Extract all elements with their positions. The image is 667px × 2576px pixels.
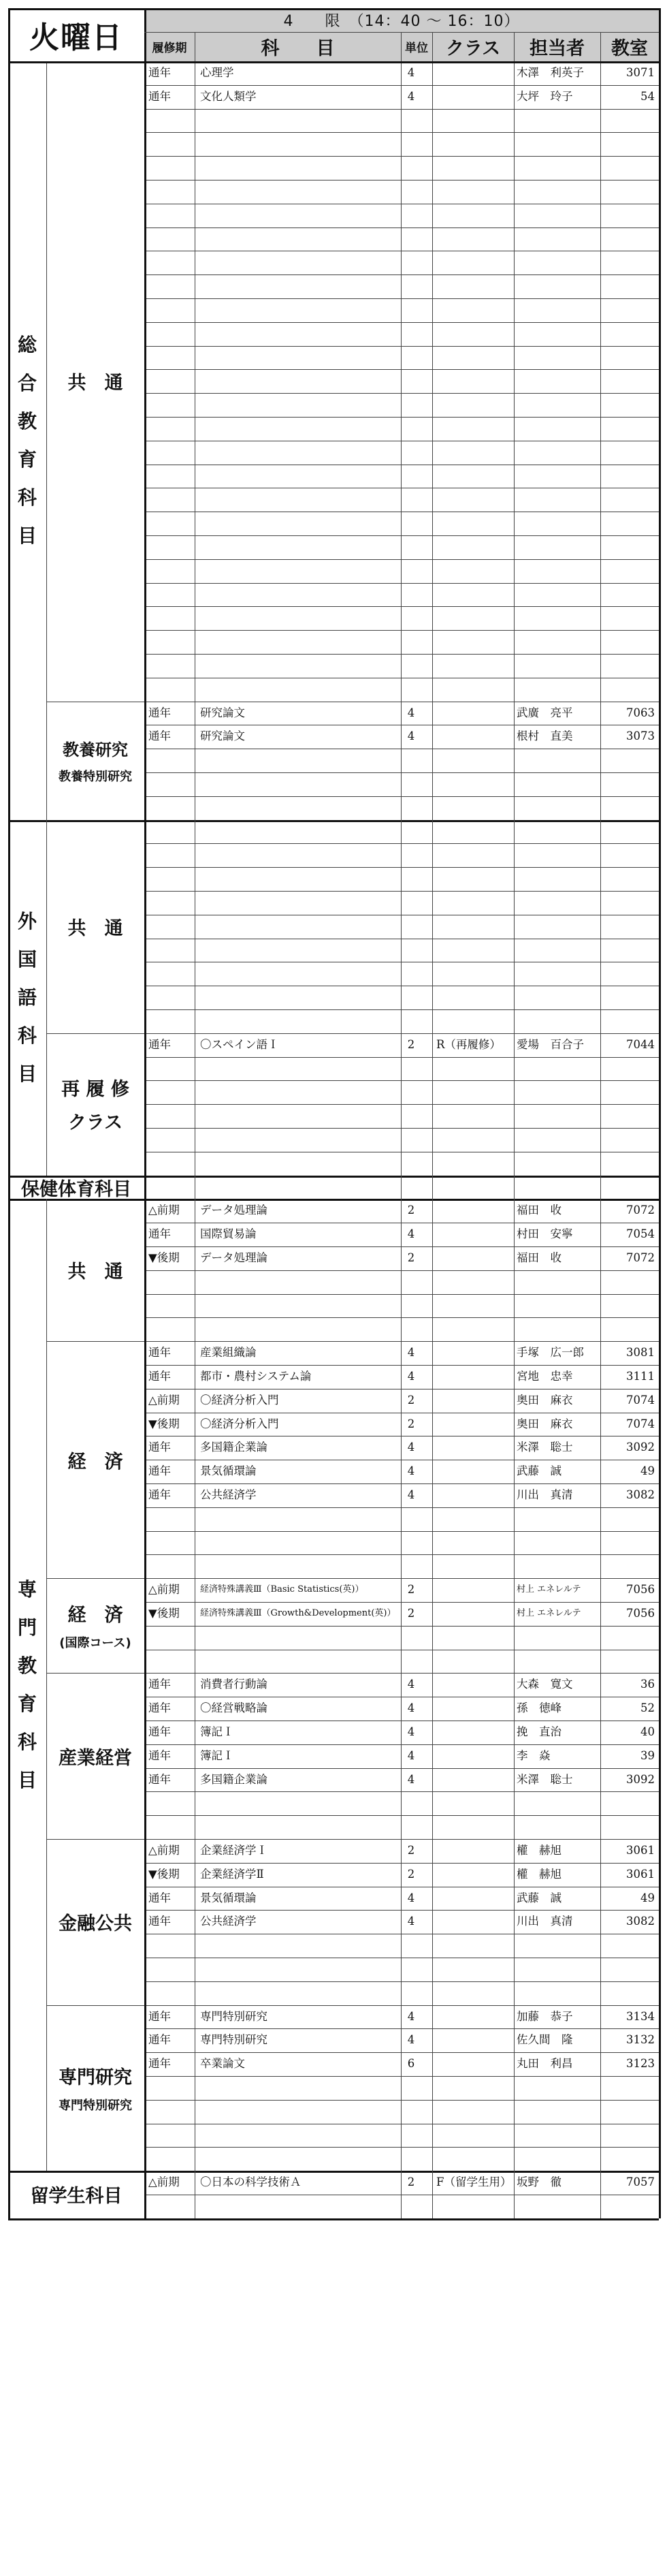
- subject-cell: 企業経済学Ⅱ: [200, 1867, 264, 1881]
- class-cell: [436, 1768, 513, 1791]
- credits-cell: 4: [407, 729, 415, 743]
- subsection-label-line: 教養研究: [63, 740, 128, 760]
- intl_students-section-title: 留学生科目: [30, 2186, 123, 2208]
- section-label-divider: [46, 820, 47, 1176]
- teacher-cell: 奥田 麻衣: [517, 1417, 573, 1430]
- health-section-title: 保健体育科目: [21, 1178, 131, 1200]
- term-cell: 通年: [148, 1701, 171, 1715]
- term-cell: 通年: [148, 1725, 171, 1738]
- class-cell: [436, 2028, 513, 2052]
- frame-top: [8, 8, 659, 10]
- class-cell: [436, 1223, 513, 1246]
- term-cell: 通年: [148, 1037, 171, 1051]
- term-cell: 通年: [148, 1346, 171, 1360]
- term-cell: 通年: [148, 729, 171, 743]
- spec_research-subsection-label: [46, 2005, 144, 2171]
- teacher-cell: 李 焱: [517, 1748, 551, 1762]
- class-cell: [436, 1910, 513, 1933]
- class-cell: [436, 702, 513, 725]
- credits-cell: 4: [407, 1725, 415, 1738]
- subject-cell: 景気循環論: [200, 1464, 257, 1478]
- subject-cell: 専門特別研究: [200, 2009, 267, 2023]
- subject-cell: 公共経済学: [200, 1915, 257, 1928]
- room-cell: 3132: [626, 2033, 655, 2047]
- row-divider: [144, 322, 659, 323]
- foreign_retake-subsection-label: [46, 1033, 144, 1176]
- credits-cell: 4: [407, 2009, 415, 2023]
- row-divider: [144, 1981, 659, 1982]
- class-cell: [436, 1365, 513, 1388]
- room-cell: 7044: [626, 1037, 655, 1051]
- credits-cell: 4: [407, 1464, 415, 1478]
- row-divider: [144, 369, 659, 370]
- term-cell: 通年: [148, 2057, 171, 2071]
- class-cell: [436, 725, 513, 748]
- general_liberal-subsection-label: [46, 702, 144, 820]
- section-title-char: 国: [17, 947, 37, 971]
- credits-cell: 4: [407, 66, 415, 79]
- credits-cell: 4: [407, 1915, 415, 1928]
- row-divider: [144, 1057, 659, 1058]
- room-cell: 7056: [626, 1583, 655, 1597]
- row-divider: [144, 346, 659, 347]
- row-divider: [144, 535, 659, 536]
- subject-cell: データ処理論: [200, 1251, 267, 1264]
- subject-cell: 経済特殊講義Ⅲ（Basic Statistics(英)）: [200, 1584, 364, 1595]
- term-cell: △前期: [148, 1204, 180, 1217]
- header-bottom: [8, 61, 659, 63]
- subject-cell: 消費者行動論: [200, 1678, 267, 1691]
- row-divider: [144, 298, 659, 299]
- room-cell: 7074: [626, 1393, 655, 1407]
- subject-cell: 公共経済学: [200, 1488, 257, 1501]
- subject-cell: 〇スペイン語Ｉ: [200, 1037, 279, 1051]
- class-cell: R（再履修）: [436, 1037, 501, 1051]
- col-subject-header: 科 目: [195, 32, 401, 61]
- credits-cell: 2: [407, 1607, 415, 1620]
- row-divider: [144, 156, 659, 157]
- section-title-char: 教: [17, 409, 37, 433]
- col-class-divider: [432, 32, 433, 2218]
- term-cell: 通年: [148, 1441, 171, 1454]
- subject-cell: 景気循環論: [200, 1891, 257, 1904]
- spec_econ-subsection-label: [46, 1341, 144, 1578]
- class-cell: [436, 1887, 513, 1910]
- room-cell: 39: [640, 1748, 655, 1762]
- section-title-char: 門: [17, 1616, 37, 1639]
- room-cell: 40: [640, 1725, 655, 1738]
- credits-cell: 4: [407, 1370, 415, 1383]
- block-divider: [8, 2218, 659, 2220]
- room-cell: 3111: [626, 1370, 655, 1383]
- teacher-cell: 村上 エネレルテ: [517, 1608, 581, 1618]
- section-title-char: 目: [17, 1768, 37, 1791]
- term-cell: △前期: [148, 2176, 180, 2189]
- class-cell: [436, 1744, 513, 1768]
- row-divider: [144, 132, 659, 133]
- row-divider: [144, 2100, 659, 2101]
- col-teacher-divider: [514, 32, 515, 2218]
- room-cell: 7072: [626, 1204, 655, 1217]
- subject-cell: 産業組織論: [200, 1346, 257, 1360]
- col-credits-divider: [401, 32, 402, 2218]
- term-cell: 通年: [148, 1915, 171, 1928]
- class-cell: [436, 1460, 513, 1483]
- teacher-cell: 坂野 徹: [517, 2176, 562, 2189]
- room-cell: 49: [640, 1891, 655, 1904]
- term-cell: 通年: [148, 1464, 171, 1478]
- section-title-char: 育: [17, 447, 37, 471]
- term-cell: ▼後期: [148, 1867, 180, 1881]
- class-cell: F（留学生用）: [436, 2176, 512, 2189]
- row-divider: [144, 796, 659, 797]
- term-cell: ▼後期: [148, 1607, 180, 1620]
- room-cell: 3134: [626, 2009, 655, 2023]
- term-cell: △前期: [148, 1393, 180, 1407]
- room-cell: 3071: [626, 66, 655, 79]
- section-label-divider: [46, 61, 47, 820]
- credits-cell: 4: [407, 1772, 415, 1786]
- credits-cell: 4: [407, 1346, 415, 1360]
- row-divider: [144, 630, 659, 631]
- subsection-label-line: 経 済: [67, 1451, 123, 1473]
- section-label-divider: [46, 1199, 47, 2171]
- section-title-char: 科: [17, 486, 37, 509]
- teacher-cell: 川出 真清: [517, 1488, 573, 1501]
- spec_common-subsection-label: [46, 1199, 144, 1341]
- subsection-label-line: 経 済: [67, 1605, 123, 1627]
- term-cell: 通年: [148, 1772, 171, 1786]
- teacher-cell: 米澤 聡士: [517, 1441, 573, 1454]
- teacher-cell: 挽 直治: [517, 1725, 562, 1738]
- teacher-cell: 權 赫旭: [517, 1844, 562, 1857]
- row-divider: [144, 1294, 659, 1295]
- row-divider: [144, 1554, 659, 1555]
- row-divider: [144, 1080, 659, 1081]
- row-divider: [144, 2147, 659, 2148]
- teacher-cell: 根村 直美: [517, 729, 573, 743]
- teacher-cell: 大森 寛文: [517, 1678, 573, 1691]
- row-divider: [144, 109, 659, 110]
- teacher-cell: 村田 安寧: [517, 1227, 573, 1241]
- spec_finance-subsection-label: [46, 1839, 144, 2005]
- room-cell: 52: [640, 1701, 655, 1715]
- foreign_common-subsection-label: [46, 820, 144, 1033]
- section-title-char: 科: [17, 1730, 37, 1753]
- teacher-cell: 愛場 百合子: [517, 1037, 584, 1051]
- foreign-section-title: [8, 820, 46, 1176]
- class-cell: [436, 1199, 513, 1222]
- section-title-char: 語: [17, 986, 37, 1009]
- subject-cell: 〇経済分析入門: [200, 1417, 279, 1430]
- day-title: 火曜日: [29, 20, 123, 55]
- credits-cell: 6: [407, 2057, 415, 2071]
- room-cell: 3082: [626, 1488, 655, 1501]
- section-title-char: 合: [17, 371, 37, 394]
- teacher-cell: 宮地 忠幸: [517, 1370, 573, 1383]
- col-room-divider: [600, 32, 601, 2218]
- class-cell: [436, 1863, 513, 1886]
- subsection-label-line: 金融公共: [59, 1913, 132, 1935]
- class-cell: [436, 1246, 513, 1270]
- row-divider: [144, 654, 659, 655]
- room-cell: 3092: [626, 1441, 655, 1454]
- teacher-cell: 福田 收: [517, 1251, 562, 1264]
- credits-cell: 2: [407, 1417, 415, 1430]
- subject-cell: 専門特別研究: [200, 2033, 267, 2047]
- credits-cell: 2: [407, 1037, 415, 1051]
- credits-cell: 2: [407, 2176, 415, 2189]
- credits-cell: 2: [407, 1844, 415, 1857]
- credits-cell: 4: [407, 706, 415, 719]
- teacher-cell: 川出 真清: [517, 1915, 573, 1928]
- teacher-cell: 權 赫旭: [517, 1867, 562, 1881]
- row-divider: [144, 772, 659, 773]
- row-divider: [144, 606, 659, 607]
- class-cell: [436, 2005, 513, 2028]
- row-divider: [144, 559, 659, 560]
- class-cell: [436, 1697, 513, 1720]
- term-cell: 通年: [148, 89, 171, 103]
- term-cell: 通年: [148, 66, 171, 79]
- class-cell: [436, 1839, 513, 1862]
- section-title-char: 外: [17, 909, 37, 932]
- subsection-label-line: 共 通: [67, 917, 123, 939]
- room-cell: 3061: [626, 1867, 655, 1881]
- subject-cell: 〇経済分析入門: [200, 1393, 279, 1407]
- row-divider: [144, 227, 659, 228]
- credits-cell: 4: [407, 1701, 415, 1715]
- subject-cell: 文化人類学: [200, 89, 257, 103]
- subject-cell: 研究論文: [200, 706, 245, 719]
- class-cell: [436, 1673, 513, 1696]
- col-term-header: 履修期: [144, 32, 195, 61]
- general-section-title: [8, 61, 46, 820]
- teacher-cell: 武藤 誠: [517, 1464, 562, 1478]
- subsection-label-line: 専門研究: [59, 2067, 132, 2088]
- credits-cell: 2: [407, 1583, 415, 1597]
- subsection-label-line: 再 履 修: [61, 1079, 129, 1101]
- period-header: 4 限 （14：40 〜 16：10）: [144, 8, 659, 32]
- room-cell: 3092: [626, 1772, 655, 1786]
- teacher-cell: 手塚 広一郎: [517, 1346, 584, 1360]
- teacher-cell: 奥田 麻衣: [517, 1393, 573, 1407]
- teacher-cell: 武藤 誠: [517, 1891, 562, 1904]
- class-cell: [436, 85, 513, 108]
- row-divider: [144, 1009, 659, 1010]
- subsection-label-line: 産業経営: [59, 1747, 132, 1769]
- period-divider: [144, 32, 659, 33]
- class-cell: [436, 61, 513, 84]
- col-class-header: クラス: [432, 32, 514, 61]
- row-divider: [144, 891, 659, 892]
- room-cell: 7063: [626, 706, 655, 719]
- term-cell: △前期: [148, 1583, 180, 1597]
- term-cell: 通年: [148, 706, 171, 719]
- row-divider: [144, 1531, 659, 1532]
- row-divider: [144, 843, 659, 844]
- teacher-cell: 木澤 利英子: [517, 66, 584, 79]
- term-cell: 通年: [148, 1891, 171, 1904]
- term-cell: 通年: [148, 1678, 171, 1691]
- subject-cell: 都市・農村システム論: [200, 1370, 312, 1383]
- teacher-cell: 村上 エネレルテ: [517, 1584, 581, 1595]
- room-cell: 7072: [626, 1251, 655, 1264]
- term-cell: 通年: [148, 1748, 171, 1762]
- subject-cell: 多国籍企業論: [200, 1772, 267, 1786]
- credits-cell: 2: [407, 1204, 415, 1217]
- term-cell: △前期: [148, 1844, 180, 1857]
- subject-cell: 研究論文: [200, 729, 245, 743]
- class-cell: [436, 1721, 513, 1744]
- general_common-subsection-label: [46, 61, 144, 702]
- row-divider: [144, 1791, 659, 1792]
- row-divider: [144, 1507, 659, 1508]
- room-cell: 54: [640, 89, 655, 103]
- term-cell: 通年: [148, 2033, 171, 2047]
- credits-cell: 4: [407, 1227, 415, 1241]
- class-cell: [436, 1389, 513, 1412]
- class-cell: [436, 1602, 513, 1625]
- row-divider: [144, 583, 659, 584]
- section-title-char: 専: [17, 1577, 37, 1601]
- room-cell: 3081: [626, 1346, 655, 1360]
- term-cell: 通年: [148, 2009, 171, 2023]
- class-cell: [436, 1578, 513, 1601]
- subject-cell: データ処理論: [200, 1204, 267, 1217]
- subject-cell: 〇経営戦略論: [200, 1701, 267, 1715]
- credits-cell: 4: [407, 1891, 415, 1904]
- section-title-char: 教: [17, 1654, 37, 1677]
- section-title-char: 総: [17, 333, 37, 356]
- credits-cell: 4: [407, 1488, 415, 1501]
- subsection-label-line: クラス: [67, 1112, 123, 1134]
- row-divider: [144, 2076, 659, 2077]
- frame-left: [8, 8, 10, 2218]
- credits-cell: 2: [407, 1251, 415, 1264]
- teacher-cell: 福田 收: [517, 1204, 562, 1217]
- subsection-label-line: 共 通: [67, 1261, 123, 1283]
- term-cell: 通年: [148, 1370, 171, 1383]
- row-divider: [144, 417, 659, 418]
- row-divider: [144, 1128, 659, 1129]
- room-cell: 7054: [626, 1227, 655, 1241]
- subject-cell: 多国籍企業論: [200, 1441, 267, 1454]
- credits-cell: 4: [407, 2033, 415, 2047]
- subject-cell: 卒業論文: [200, 2057, 245, 2071]
- term-cell: ▼後期: [148, 1417, 180, 1430]
- col-room-header: 教室: [600, 32, 659, 61]
- frame-right: [659, 8, 661, 2218]
- teacher-cell: 加藤 恭子: [517, 2009, 573, 2023]
- class-cell: [436, 1483, 513, 1507]
- subject-cell: 簿記Ｉ: [200, 1725, 234, 1738]
- term-cell: ▼後期: [148, 1251, 180, 1264]
- row-divider: [144, 1317, 659, 1318]
- subsection-label-line: 専門特別研究: [59, 2098, 132, 2113]
- room-cell: 36: [640, 1678, 655, 1691]
- credits-cell: 4: [407, 1441, 415, 1454]
- spec_intl-subsection-label: [46, 1578, 144, 1673]
- subject-cell: 心理学: [200, 66, 234, 79]
- room-cell: 3123: [626, 2057, 655, 2071]
- room-cell: 7056: [626, 1607, 655, 1620]
- row-divider: [144, 1815, 659, 1816]
- row-divider: [144, 274, 659, 275]
- teacher-cell: 佐久間 隆: [517, 2033, 573, 2047]
- term-cell: 通年: [148, 1488, 171, 1501]
- room-cell: 7074: [626, 1417, 655, 1430]
- col-credits-header: 単位: [401, 32, 432, 61]
- room-cell: 3073: [626, 729, 655, 743]
- class-cell: [436, 1341, 513, 1364]
- section-title-char: 科: [17, 1024, 37, 1047]
- row-divider: [144, 1626, 659, 1627]
- section-title-char: 育: [17, 1692, 37, 1715]
- teacher-cell: 武廣 亮平: [517, 706, 573, 719]
- credits-cell: 4: [407, 1748, 415, 1762]
- class-cell: [436, 1413, 513, 1436]
- section-title-char: 目: [17, 524, 37, 547]
- specialized-section-title: [8, 1199, 46, 2171]
- subject-cell: 企業経済学Ｉ: [200, 1844, 267, 1857]
- room-cell: 7057: [626, 2176, 655, 2189]
- credits-cell: 4: [407, 1678, 415, 1691]
- spec_industry-subsection-label: [46, 1673, 144, 1839]
- room-cell: 49: [640, 1464, 655, 1478]
- teacher-cell: 米澤 聡士: [517, 1772, 573, 1786]
- room-cell: 3082: [626, 1915, 655, 1928]
- subject-cell: 〇日本の科学技術Ａ: [200, 2176, 302, 2189]
- subsection-label-line: 教養特別研究: [59, 770, 132, 785]
- row-divider: [144, 1104, 659, 1105]
- teacher-cell: 孫 徳峰: [517, 1701, 562, 1715]
- section-title-char: 目: [17, 1062, 37, 1085]
- credits-cell: 2: [407, 1867, 415, 1881]
- teacher-cell: 丸田 利昌: [517, 2057, 573, 2071]
- subject-cell: 国際貿易論: [200, 1227, 257, 1241]
- credits-cell: 2: [407, 1393, 415, 1407]
- credits-cell: 4: [407, 89, 415, 103]
- room-cell: 3061: [626, 1844, 655, 1857]
- subsection-label-line: 共 通: [67, 373, 123, 394]
- subject-cell: 簿記Ｉ: [200, 1748, 234, 1762]
- class-cell: [436, 1436, 513, 1459]
- term-cell: 通年: [148, 1227, 171, 1241]
- subject-cell: 経済特殊講義Ⅲ（Growth&Development(英)）: [200, 1608, 396, 1618]
- row-divider: [144, 393, 659, 394]
- label-column-divider: [144, 8, 146, 2218]
- row-divider: [144, 1270, 659, 1271]
- row-divider: [144, 867, 659, 868]
- class-cell: [436, 2052, 513, 2075]
- subsection-label-line: (国際コース): [59, 1636, 131, 1651]
- teacher-cell: 大坪 玲子: [517, 89, 573, 103]
- col-teacher-header: 担当者: [514, 32, 600, 61]
